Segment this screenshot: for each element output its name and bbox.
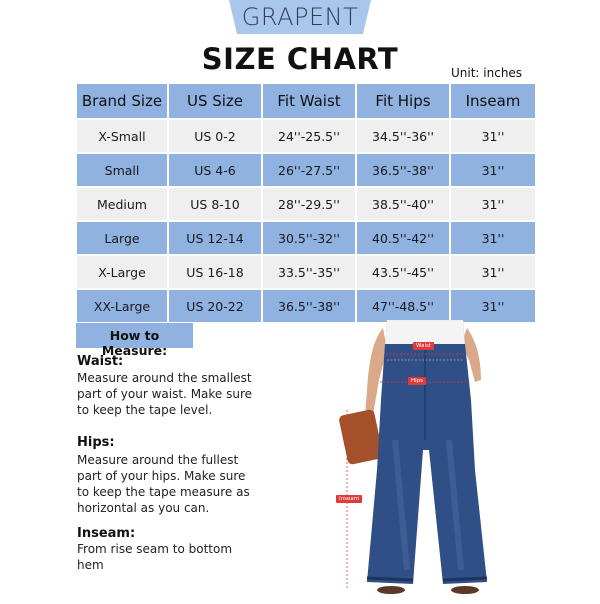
hips-line: to keep the tape measure as	[77, 485, 250, 499]
cell-us-size: US 16-18	[168, 255, 262, 289]
table-row	[76, 119, 536, 153]
cell-us-size: US 0-2	[168, 119, 262, 153]
cell-us-size: US 8-10	[168, 187, 262, 221]
inseam-line: hem	[77, 558, 104, 572]
model-figure	[325, 320, 535, 600]
inseam-line: From rise seam to bottom	[77, 542, 233, 556]
table-row	[76, 153, 536, 187]
hips-line: Measure around the fullest	[77, 453, 239, 467]
cell-brand-size: XX-Large	[76, 289, 168, 323]
inseam-description	[77, 541, 277, 573]
cell-brand-size: Large	[76, 221, 168, 255]
hips-heading: Hips:	[77, 435, 115, 450]
header-us-size: US Size	[168, 83, 262, 119]
page-title: SIZE CHART	[201, 42, 399, 76]
cell-brand-size: Medium	[76, 187, 168, 221]
hips-description	[77, 452, 277, 516]
hips-tag: Hips	[408, 377, 426, 385]
cell-fit-waist: 26''-27.5''	[262, 153, 356, 187]
cell-inseam: 31''	[450, 119, 536, 153]
table-header-row	[76, 83, 536, 119]
cell-fit-hips: 47''-48.5''	[356, 289, 450, 323]
inseam-heading: Inseam:	[77, 526, 136, 541]
cell-fit-waist: 33.5''-35''	[262, 255, 356, 289]
waist-tag: Waist	[413, 342, 434, 350]
unit-label: Unit: inches	[451, 66, 523, 80]
cell-us-size: US 4-6	[168, 153, 262, 187]
inseam-tag: Inseam	[336, 495, 362, 503]
header-brand-size: Brand Size	[76, 83, 168, 119]
cell-fit-waist: 28''-29.5''	[262, 187, 356, 221]
brand-banner	[229, 0, 371, 36]
cell-fit-waist: 24''-25.5''	[262, 119, 356, 153]
waist-line: to keep the tape level.	[77, 403, 213, 417]
size-chart-table	[75, 82, 537, 324]
brand-logo: GRAPENT	[241, 3, 359, 31]
cell-brand-size: Small	[76, 153, 168, 187]
cell-fit-hips: 36.5''-38''	[356, 153, 450, 187]
cell-us-size: US 12-14	[168, 221, 262, 255]
cell-fit-hips: 38.5''-40''	[356, 187, 450, 221]
cell-fit-waist: 36.5''-38''	[262, 289, 356, 323]
cell-brand-size: X-Small	[76, 119, 168, 153]
cell-inseam: 31''	[450, 255, 536, 289]
cell-brand-size: X-Large	[76, 255, 168, 289]
cell-inseam: 31''	[450, 221, 536, 255]
cell-fit-hips: 43.5''-45''	[356, 255, 450, 289]
how-to-measure-title: How to Measure:	[101, 328, 168, 358]
waist-line: Measure around the smallest	[77, 371, 252, 385]
table-row	[76, 289, 536, 323]
table-row	[76, 255, 536, 289]
waist-line: part of your waist. Make sure	[77, 387, 253, 401]
hips-line: horizontal as you can.	[77, 501, 210, 515]
cell-fit-waist: 30.5''-32''	[262, 221, 356, 255]
table-row	[76, 187, 536, 221]
cell-inseam: 31''	[450, 153, 536, 187]
cell-inseam: 31''	[450, 289, 536, 323]
waist-description	[77, 370, 277, 418]
hips-line: part of your hips. Make sure	[77, 469, 246, 483]
waist-heading: Waist:	[77, 354, 124, 369]
table-row	[76, 221, 536, 255]
header-fit-hips: Fit Hips	[356, 83, 450, 119]
model-illustration	[325, 320, 535, 600]
header-fit-waist: Fit Waist	[262, 83, 356, 119]
cell-us-size: US 20-22	[168, 289, 262, 323]
cell-fit-hips: 34.5''-36''	[356, 119, 450, 153]
cell-inseam: 31''	[450, 187, 536, 221]
header-inseam: Inseam	[450, 83, 536, 119]
cell-fit-hips: 40.5''-42''	[356, 221, 450, 255]
